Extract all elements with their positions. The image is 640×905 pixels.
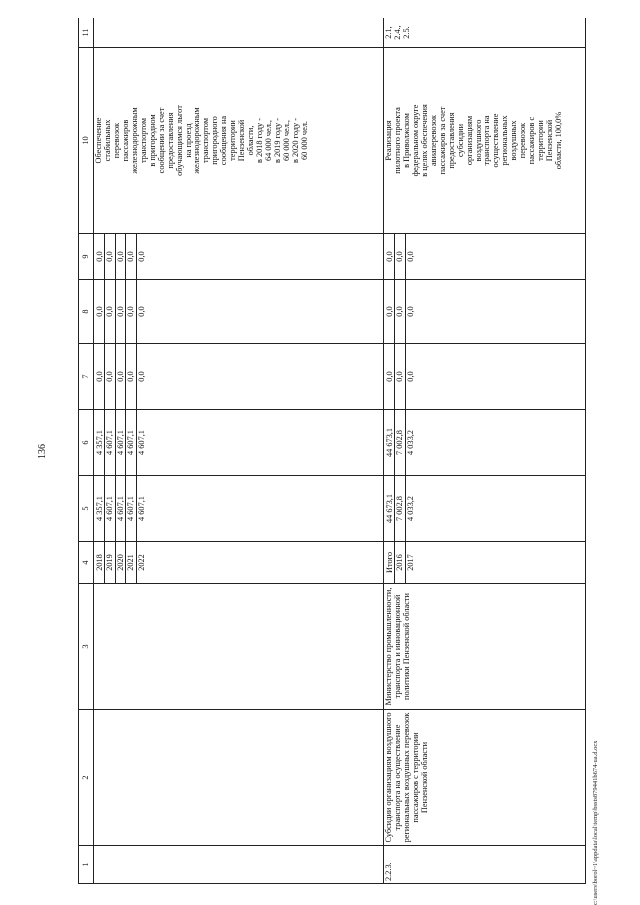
row1-col6-value: 4 607,1 xyxy=(136,430,146,455)
row2-col11: 2.1, 2.4., 2.5. xyxy=(384,18,586,48)
row1-col7-value: 0,0 xyxy=(136,371,146,382)
row1-col5-value: 4 607,1 xyxy=(116,476,126,541)
header-col-10: 10 xyxy=(79,48,94,234)
row1-num xyxy=(94,846,384,884)
row2-col9-value: 0,0 xyxy=(385,234,395,279)
header-col-7: 7 xyxy=(79,344,94,410)
row1-col9-value: 0,0 xyxy=(136,251,146,262)
table-row xyxy=(94,18,384,884)
row2-col7 xyxy=(384,344,586,410)
row2-result: Реализация пилотного проекта в Приволжском федеральном округе в целях обеспечения авиаперевозок пассажиров за счет предоставления субсидии организациям воздушного транспорта на осуществление региональных воздушных перевозок пассажиров с территории Пензенской области, 100,0% xyxy=(384,48,586,234)
row1-result: Обеспечение стабильных перевозок пассажиров железнодорожным транспортом в пригородном сообщении за счет предоставления обучающимся льгот на проезд железнодорожным транспортом пригородного сообщения на территории Пензенской области, в 2018 году - 64 000 чел., в 2019 году - 60 000 чел., в 2020 году - 60 000 чел. xyxy=(94,48,384,234)
row1-col7-value: 0,0 xyxy=(126,344,136,409)
table-row xyxy=(384,18,586,884)
row2-col9 xyxy=(384,234,586,280)
row1-year: 2020 xyxy=(116,542,126,583)
row1-col6-value: 4 607,1 xyxy=(105,410,115,475)
header-col-6: 6 xyxy=(79,410,94,476)
program-table xyxy=(78,18,586,884)
row1-col8-value: 0,0 xyxy=(105,280,115,343)
row2-num: 2.2.3. xyxy=(384,846,586,884)
row1-years xyxy=(94,542,384,584)
row1-col5-value: 4 607,1 xyxy=(136,496,146,521)
row2-col5-value: 4 033,2 xyxy=(405,496,415,521)
row1-col8-value: 0,0 xyxy=(116,280,126,343)
row2-name: Субсидии организациям воздушного транспорта на осуществление региональных воздушных перевозок пассажиров с территории Пензенской области xyxy=(384,710,586,846)
row2-col5-value: 7 002,8 xyxy=(395,476,405,541)
row1-col11 xyxy=(94,18,384,48)
row2-col8-value: 0,0 xyxy=(405,306,415,317)
row1-col6 xyxy=(94,410,384,476)
header-col-11: 11 xyxy=(79,18,94,48)
row1-col5 xyxy=(94,476,384,542)
row1-col7-value: 0,0 xyxy=(95,344,105,409)
row2-year: Итого xyxy=(385,542,395,583)
row1-col5-value: 4 357,1 xyxy=(95,476,105,541)
header-col-3: 3 xyxy=(79,584,94,710)
row1-col7-value: 0,0 xyxy=(116,344,126,409)
row2-executor: Министерство промышленности, транспорта и инновационной политики Пензенской области xyxy=(384,584,586,710)
footer-file-path: c:\users\borol~1\appdata\local\temp\bssts879441b674-ua.d.ocx xyxy=(592,740,599,905)
row2-col6-value: 44 673,1 xyxy=(385,410,395,475)
row2-col5 xyxy=(384,476,586,542)
table-frame xyxy=(78,18,586,884)
row1-col9-value: 0,0 xyxy=(126,234,136,279)
row1-col9-value: 0,0 xyxy=(116,234,126,279)
page-number: 136 xyxy=(37,444,48,459)
row2-years xyxy=(384,542,586,584)
row1-year: 2019 xyxy=(105,542,115,583)
row2-col6-value: 7 002,8 xyxy=(395,410,405,475)
row2-col8-value: 0,0 xyxy=(385,280,395,343)
row1-col9 xyxy=(94,234,384,280)
row2-col5-value: 44 673,1 xyxy=(385,476,395,541)
header-col-9: 9 xyxy=(79,234,94,280)
row1-executor xyxy=(94,584,384,710)
row2-year: 2017 xyxy=(405,554,415,571)
row1-col8-value: 0,0 xyxy=(126,280,136,343)
row2-col7-value: 0,0 xyxy=(385,344,395,409)
row2-col6 xyxy=(384,410,586,476)
row1-col6-value: 4 607,1 xyxy=(126,410,136,475)
row2-col8-value: 0,0 xyxy=(395,280,405,343)
row1-col8-value: 0,0 xyxy=(95,280,105,343)
header-row xyxy=(79,18,94,884)
row2-col8 xyxy=(384,280,586,344)
row2-year: 2016 xyxy=(395,542,405,583)
header-col-5: 5 xyxy=(79,476,94,542)
row2-col9-value: 0,0 xyxy=(405,251,415,262)
row1-col5-value: 4 607,1 xyxy=(105,476,115,541)
row1-col9-value: 0,0 xyxy=(95,234,105,279)
row1-col6-value: 4 607,1 xyxy=(116,410,126,475)
header-col-8: 8 xyxy=(79,280,94,344)
row1-col8-value: 0,0 xyxy=(136,306,146,317)
row2-col6-value: 4 033,2 xyxy=(405,430,415,455)
row1-name xyxy=(94,710,384,846)
row1-col6-value: 4 357,1 xyxy=(95,410,105,475)
row1-col9-value: 0,0 xyxy=(105,234,115,279)
row2-col7-value: 0,0 xyxy=(405,371,415,382)
row1-year: 2022 xyxy=(136,554,146,571)
row1-year: 2018 xyxy=(95,542,105,583)
row1-col5-value: 4 607,1 xyxy=(126,476,136,541)
row2-col7-value: 0,0 xyxy=(395,344,405,409)
row2-col9-value: 0,0 xyxy=(395,234,405,279)
row1-col8 xyxy=(94,280,384,344)
header-col-1: 1 xyxy=(79,846,94,884)
row1-year: 2021 xyxy=(126,542,136,583)
header-col-2: 2 xyxy=(79,710,94,846)
header-col-4: 4 xyxy=(79,542,94,584)
row1-col7-value: 0,0 xyxy=(105,344,115,409)
row1-col7 xyxy=(94,344,384,410)
